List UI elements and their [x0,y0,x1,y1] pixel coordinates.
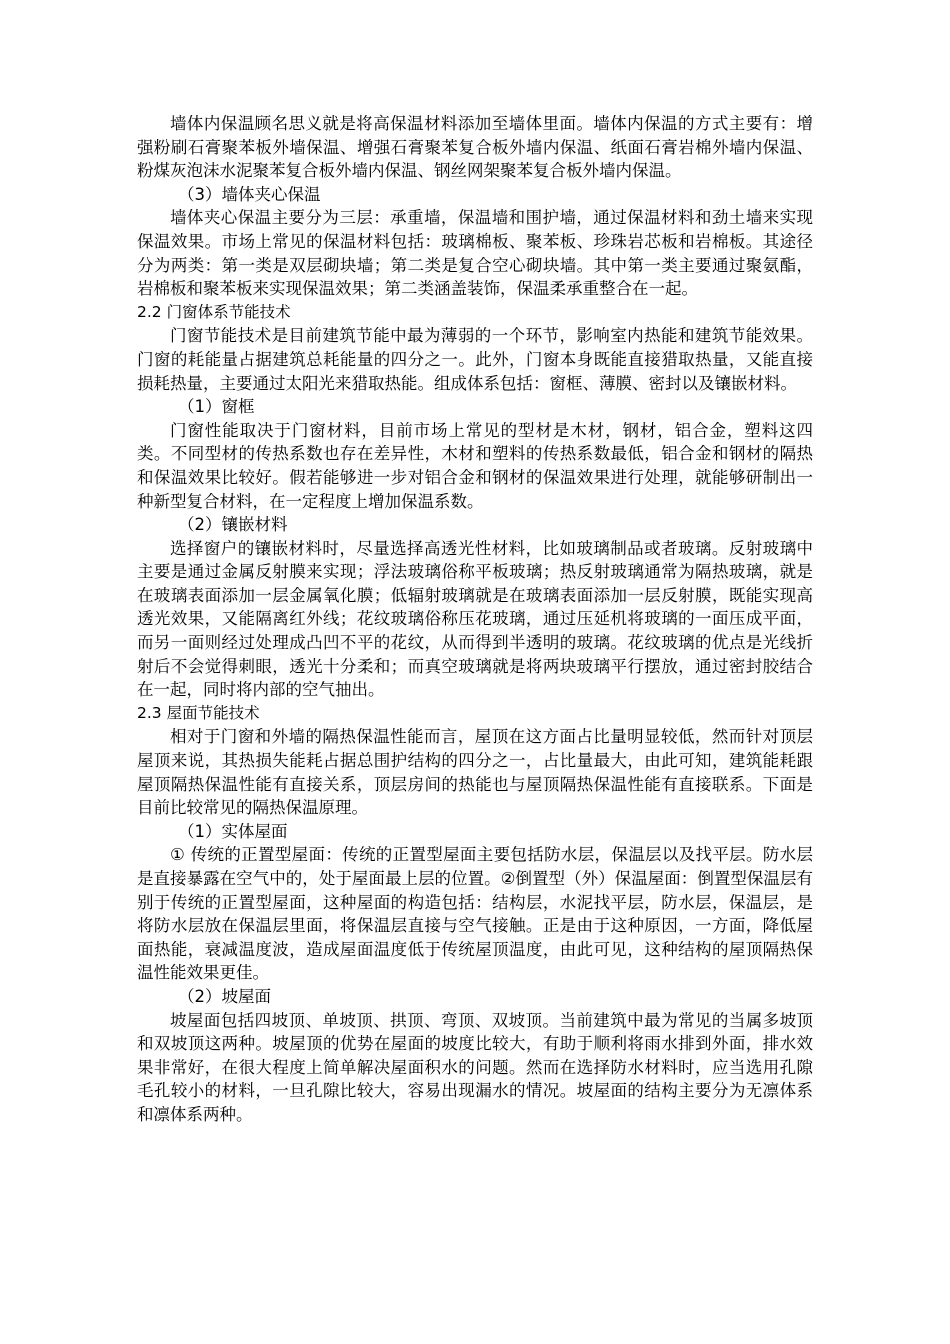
paragraph-sandwich-insulation: 墙体夹心保温主要分为三层：承重墙，保温墙和围护墙，通过保温材料和劲土墙来实现保温效果。市场上常见的保温材料包括：玻璃棉板、聚苯板、珍珠岩芯板和岩棉板。其途径分为两类：第一类是双层砌块墙；第二类是复合空心砌块墙。其中第一类主要通过聚氨酯，岩棉板和聚苯板来实现保温效果；第二类涵盖装饰，保温柔承重整合在一起。 [137,208,813,299]
document-body [137,112,813,1127]
paragraph-glazing-material: 选择窗户的镶嵌材料时，尽量选择高透光性材料，比如玻璃制品或者玻璃。反射玻璃中主要是通过金属反射膜来实现；浮法玻璃俗称平板玻璃；热反射玻璃通常为隔热玻璃，就是在玻璃表面添加一层金属氧化膜；低辐射玻璃就是在玻璃表面添加一层反射膜，既能实现高透光效果，又能隔离红外线；花纹玻璃俗称压花玻璃，通过压延机将玻璃的一面压成平面，而另一面则经过处理成凸凹不平的花纹，从而得到半透明的玻璃。花纹玻璃的优点是光线折射后不会觉得刺眼，透光十分柔和；而真空玻璃就是将两块玻璃平行摆放，通过密封胶结合在一起，同时将内部的空气抽出。 [137,538,813,700]
subheading-glazing-material: （2）镶嵌材料 [178,515,288,535]
subheading-window-frame: （1）窗框 [178,397,255,417]
paragraph-window-frame: 门窗性能取决于门窗材料，目前市场上常见的型材是木材，钢材，铝合金，塑料这四类。不同型材的传热系数也存在差异性，木材和塑料的传热系数最低，铝合金和钢材的隔热和保温效果比较好。假若能够进一步对铝合金和钢材的保温效果进行处理，就能够研制出一种新型复合材料，在一定程度上增加保温系数。 [137,420,813,511]
section-heading-2-3: 2.3 屋面节能技术 [137,703,260,722]
paragraph-wall-inner-insulation: 墙体内保温顾名思义就是将高保温材料添加至墙体里面。墙体内保温的方式主要有：增强粉刷石膏聚苯板外墙保温、增强石膏聚苯复合板外墙内保温、纸面石膏岩棉外墙内保温、粉煤灰泡沫水泥聚苯复合板外墙内保温、钢丝网架聚苯复合板外墙内保温。 [137,114,813,181]
subheading-solid-roof: （1）实体屋面 [178,821,288,841]
section-heading-2-2: 2.2 门窗体系节能技术 [137,302,291,321]
paragraph-roof-intro: 相对于门窗和外墙的隔热保温性能而言，屋顶在这方面占比量明显较低，然而针对顶层屋顶来说，其热损失能耗占据总围护结构的四分之一，占比量最大，由此可知，建筑能耗跟屋顶隔热保温性能有直接关系，顶层房间的热能也与屋顶隔热保温性能有直接联系。下面是目前比较常见的隔热保温原理。 [137,727,813,818]
subheading-pitched-roof: （2）坡屋面 [178,986,271,1006]
subheading-sandwich-insulation: （3）墙体夹心保温 [178,184,321,204]
paragraph-solid-roof: ① 传统的正置型屋面：传统的正置型屋面主要包括防水层，保温层以及找平层。防水层是直接暴露在空气中的，处于屋面最上层的位置。②倒置型（外）保温屋面：倒置型保温层有别于传统的正置型屋面，这种屋面的构造包括：结构层，水泥找平层，防水层，保温层，是将防水层放在保温层里面，将保温层直接与空气接触。正是由于这种原因，一方面，降低屋面热能，衰减温度波，造成屋面温度低于传统屋顶温度，由此可见，这种结构的屋顶隔热保温性能效果更佳。 [137,845,813,983]
paragraph-pitched-roof: 坡屋面包括四坡顶、单坡顶、拱顶、弯顶、双坡顶。当前建筑中最为常见的当属多坡顶和双坡顶这两种。坡屋顶的优势在屋面的坡度比较大，有助于顺利将雨水排到外面，排水效果非常好，在很大程度上简单解决屋面积水的问题。然而在选择防水材料时，应当选用孔隙毛孔较小的材料，一旦孔隙比较大，容易出现漏水的情况。坡屋面的结构主要分为无凛体系和凛体系两种。 [137,1010,813,1124]
paragraph-door-window-intro: 门窗节能技术是目前建筑节能中最为薄弱的一个环节，影响室内热能和建筑节能效果。门窗的耗能量占据建筑总耗能量的四分之一。此外，门窗本身既能直接猎取热量，又能直接损耗热量，主要通过太阳光来猎取热能。组成体系包括：窗框、薄膜、密封以及镶嵌材料。 [137,326,813,393]
